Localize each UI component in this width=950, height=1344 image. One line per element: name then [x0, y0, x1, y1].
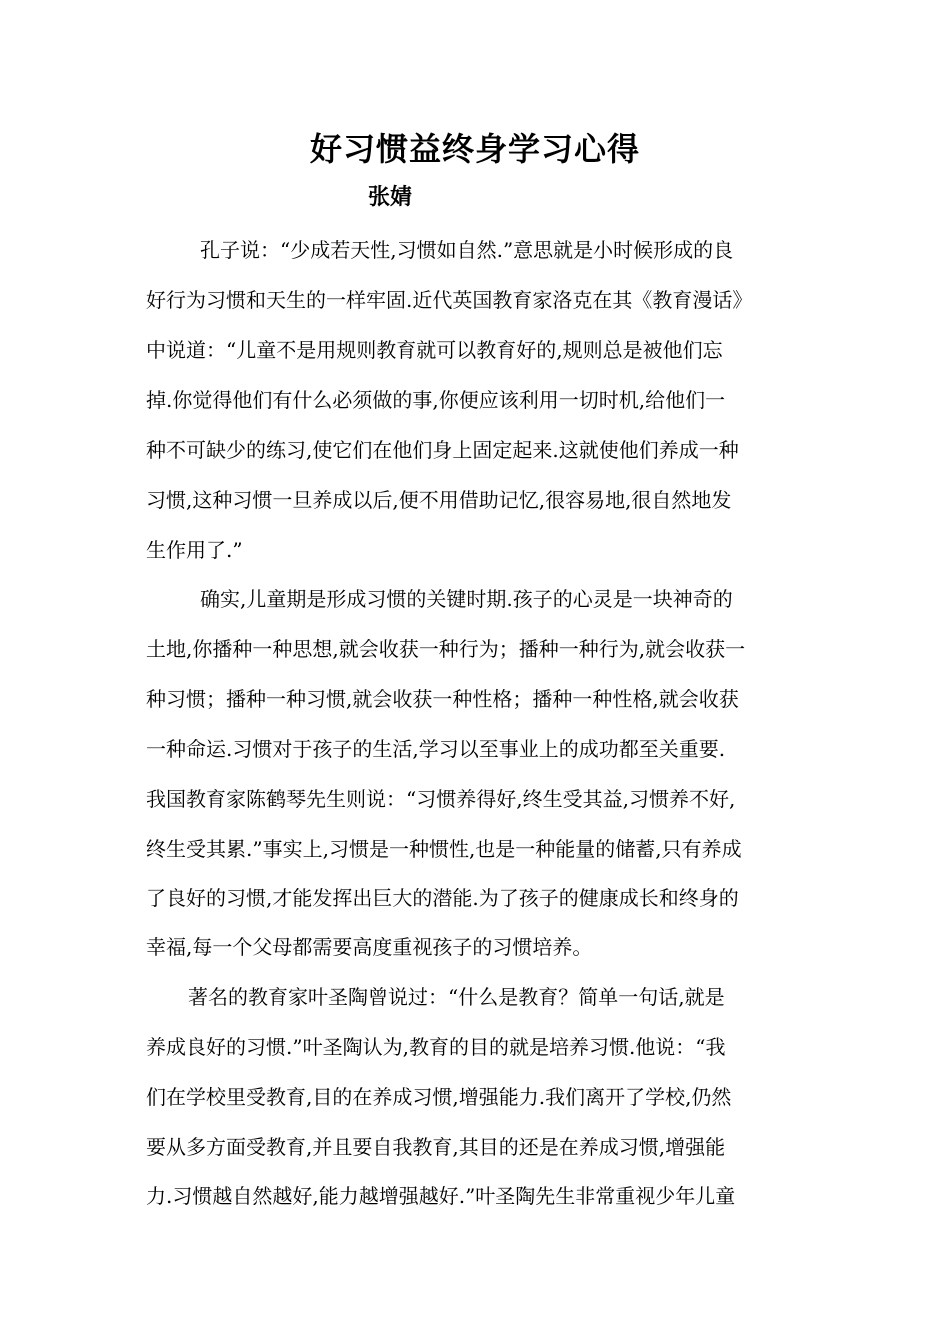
- text-line: 掉.你觉得他们有什么必须做的事,你便应该利用一切时机,给他们一: [146, 388, 726, 412]
- text-line: 中说道：“儿童不是用规则教育就可以教育好的,规则总是被他们忘: [146, 338, 723, 362]
- text-line: 幸福,每一个父母都需要高度重视孩子的习惯培养。: [146, 935, 593, 959]
- text-line: 土地,你播种一种思想,就会收获一种行为；播种一种行为,就会收获一: [146, 637, 746, 661]
- text-line: 力.习惯越自然越好,能力越增强越好.”叶圣陶先生非常重视少年儿童: [146, 1184, 736, 1208]
- text-line: 种不可缺少的练习,使它们在他们身上固定起来.这就使他们养成一种: [146, 438, 739, 462]
- text-line: 孔子说：“少成若天性,习惯如自然.”意思就是小时候形成的良: [200, 238, 734, 262]
- text-line: 要从多方面受教育,并且要自我教育,其目的还是在养成习惯,增强能: [146, 1135, 726, 1159]
- text-line: 著名的教育家叶圣陶曾说过：“什么是教育？简单一句话,就是: [188, 985, 725, 1009]
- text-line: 终生受其累.”事实上,习惯是一种惯性,也是一种能量的储蓄,只有养成: [146, 837, 742, 861]
- text-line: 养成良好的习惯.”叶圣陶认为,教育的目的就是培养习惯.他说：“我: [146, 1035, 726, 1059]
- text-line: 习惯,这种习惯一旦养成以后,便不用借助记忆,很容易地,很自然地发: [146, 488, 732, 512]
- text-line: 一种命运.习惯对于孩子的生活,学习以至事业上的成功都至关重要.: [146, 737, 726, 761]
- text-line: 们在学校里受教育,目的在养成习惯,增强能力.我们离开了学校,仍然: [146, 1085, 732, 1109]
- text-line: 种习惯；播种一种习惯,就会收获一种性格；播种一种性格,就会收获: [146, 687, 739, 711]
- author-name: 张婧: [368, 185, 413, 210]
- text-line: 好行为习惯和天生的一样牢固.近代英国教育家洛克在其《教育漫话》: [146, 288, 753, 312]
- text-line: 了良好的习惯,才能发挥出巨大的潜能.为了孩子的健康成长和终身的: [146, 886, 739, 910]
- document-title: 好习惯益终身学习心得: [309, 130, 640, 168]
- text-line: 我国教育家陈鹤琴先生则说：“习惯养得好,终生受其益,习惯养不好,: [146, 787, 736, 811]
- text-line: 生作用了.”: [146, 538, 243, 562]
- text-line: 确实,儿童期是形成习惯的关键时期.孩子的心灵是一块神奇的: [200, 587, 733, 611]
